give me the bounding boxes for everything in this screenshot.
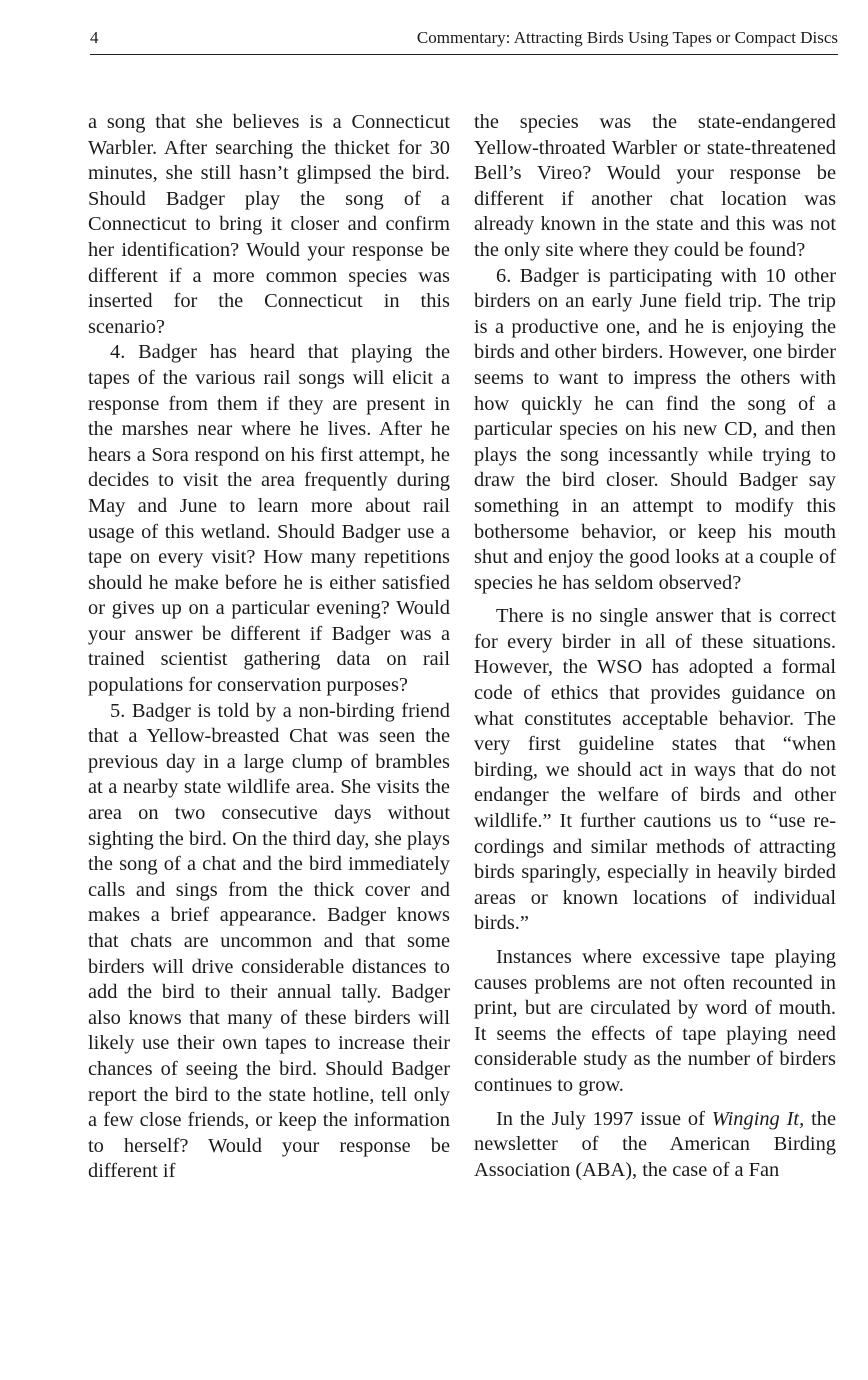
page-header — [90, 26, 838, 55]
paragraph: There is no single answer that is correct for every birder in all of these situations. However, the WSO has adopted a formal code of ethics that provides guidance on what constitutes acceptable behavior. The very first guideline states that “when birding, we should act in ways that do not endanger the welfare of birds and other wildlife.” It further cautions us to “use recordings and similar methods of attracting birds sparingly, especially in heavily birded areas or known locations of individual birds.” — [474, 605, 836, 935]
paragraph: 5. Badger is told by a non-birding friend that a Yellow-breasted Chat was seen the previous day in a large clump of brambles at a nearby state wildlife area. She visits the area on two consecutive days without sighting the bird. On the third day, she plays the song of a chat and the bird immediately calls and sings from the thick cover and makes a brief appearance. Badger knows that chats are uncommon and that some birders will drive considerable distances to add the bird to their annual tally. Badger also knows that many of these birders will likely use their own tapes to increase their chances of seeing the bird. Should Badger report the bird to the state hotline, tell only a few close friends, or keep the information to herself? Would your response be different if — [88, 699, 450, 1183]
page-number: 4 — [90, 28, 99, 47]
paragraph-text: the newsletter of the American Birding Association (ABA), the case of a Fan — [474, 1107, 837, 1181]
left-column — [88, 110, 450, 1185]
publication-title: Winging It, — [711, 1107, 805, 1130]
running-title: Commentary: Attracting Birds Using Tapes or Compact Discs — [416, 28, 838, 47]
paragraph: 6. Badger is participating with 10 other birders on an early June field trip. The trip is a productive one, and he is enjoying the birds and other birders. However, one birder seems to want to impress the others with how quickly he can find the song of a particular species on his new CD, and then plays the song incessantly while trying to draw the bird closer. Should Badger say something in an attempt to modify this bothersome behavior, or keep his mouth shut and enjoy the good looks at a couple of species he has seldom observed? — [474, 264, 836, 594]
right-column — [474, 110, 836, 1183]
paragraph: a song that she believes is a Connecticut Warbler. After searching the thicket for 30 minutes, she still hasn’t glimpsed the bird. Should Badger play the song of a Connecticut to bring it closer and confirm her identification? Would your response be different if a more common species was inserted for the Connecticut in this scenario? — [88, 111, 450, 338]
paragraph: Instances where excessive tape playing causes problems are not often recounted in print, but are circulated by word of mouth. It seems the effects of tape playing need considerable study as the number of birders continues to grow. — [474, 946, 836, 1096]
paragraph: 4. Badger has heard that playing the tapes of the various rail songs will elicit a response from them if they are present in the marshes near where he lives. After he hears a Sora respond on his first attempt, he decides to visit the area frequently during May and June to learn more about rail usage of this wetland. Should Badger use a tape on every visit? How many repetitions should he make before he is either satisfied or gives up on a particular evening? Would your answer be different if Badger was a trained scientist gathering data on rail populations for conservation purposes? — [88, 341, 450, 697]
paragraph: the species was the state-endangered Yellow-throated Warbler or state-threatened Bell’s Vireo? Would your response be different if another chat location was already known in the state and this was not the only site where they could be found? — [474, 111, 836, 261]
paragraph — [474, 1107, 836, 1184]
paragraph-text: In the July 1997 issue of — [496, 1107, 712, 1130]
